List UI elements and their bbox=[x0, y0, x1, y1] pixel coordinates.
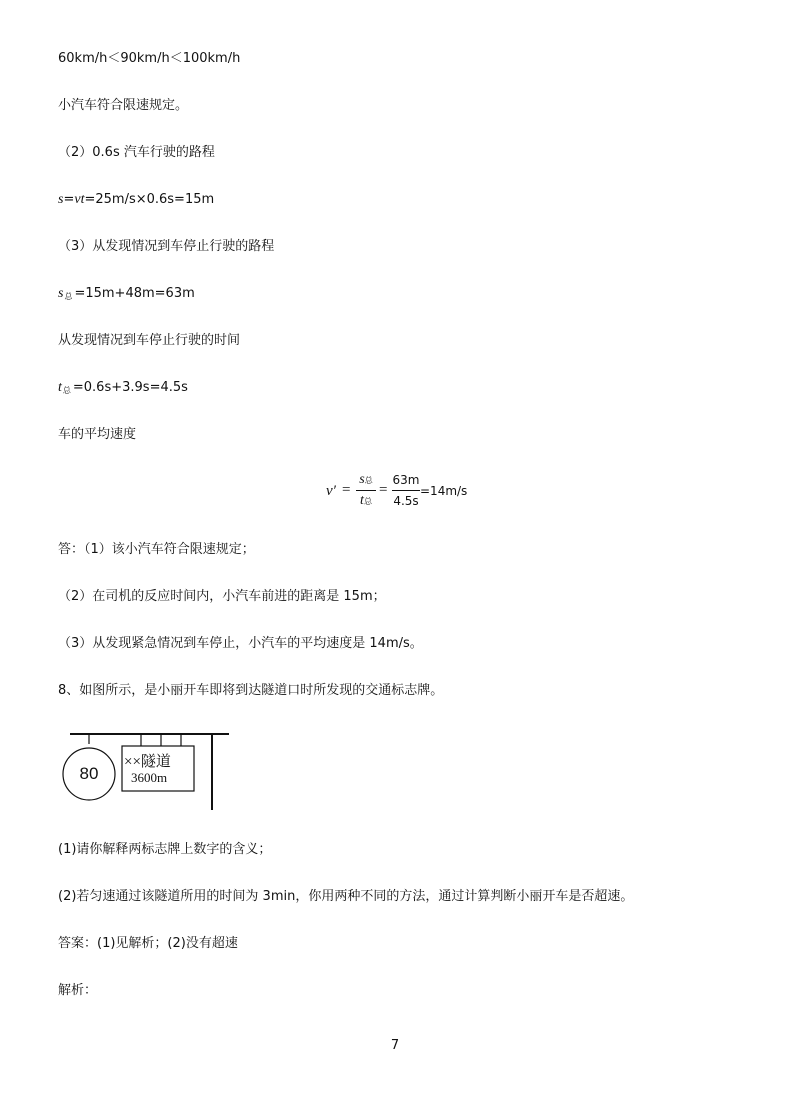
fraction-numerator-value: 63m bbox=[392, 473, 420, 487]
formula-result: =14m/s bbox=[420, 484, 468, 498]
distance-calc-value: =25m/s×0.6s=15m bbox=[84, 192, 215, 207]
question-8-part2: (2)若匀速通过该隧道所用的时间为 3min，你用两种不同的方法，通过计算判断小丽开车是否超速。 bbox=[58, 889, 634, 904]
fraction-denominator-var: t bbox=[360, 493, 364, 508]
var-s: s bbox=[58, 192, 64, 207]
text-line-part3-heading: （3）从发现情况到车停止行驶的路程 bbox=[58, 239, 275, 254]
text-line-answer-2: （2）在司机的反应时间内，小汽车前进的距离是 15m； bbox=[58, 589, 386, 604]
fraction-symbolic bbox=[356, 470, 376, 511]
tunnel-name: ××隧道 bbox=[124, 754, 171, 770]
fraction-numeric bbox=[392, 470, 420, 511]
fraction-numerator-sub: 总 bbox=[364, 476, 373, 485]
question-8-stem: 8、如图所示，是小丽开车即将到达隧道口时所发现的交通标志牌。 bbox=[58, 683, 444, 698]
page-number: 7 bbox=[390, 1038, 400, 1053]
total-time-value: =0.6s+3.9s=4.5s bbox=[72, 380, 188, 395]
var-s-total: s bbox=[58, 286, 64, 301]
subscript-total: 总 bbox=[64, 292, 73, 301]
traffic-sign-figure bbox=[58, 726, 233, 812]
formula-equals-2: = bbox=[379, 482, 388, 498]
text-line-time-heading: 从发现情况到车停止行驶的时间 bbox=[58, 333, 241, 348]
answer-line: 答案：(1)见解析；(2)没有超速 bbox=[58, 936, 238, 951]
text-line-total-distance bbox=[58, 285, 195, 306]
tunnel-length: 3600m bbox=[131, 770, 168, 785]
text-line-answer-3: （3）从发现紧急情况到车停止，小汽车的平均速度是 14m/s。 bbox=[58, 636, 423, 651]
fraction-numerator-var: s bbox=[359, 472, 365, 487]
text-line-average-speed-heading: 车的平均速度 bbox=[58, 427, 137, 442]
var-t-total: t bbox=[58, 380, 62, 395]
question-8-part1: (1)请你解释两标志牌上数字的含义； bbox=[58, 842, 272, 857]
fraction-denominator-sub: 总 bbox=[363, 497, 372, 506]
text-line-distance-calc bbox=[58, 191, 214, 209]
var-vt: vt bbox=[74, 192, 85, 207]
formula-equals-1: = bbox=[342, 482, 351, 498]
equals: = bbox=[63, 192, 75, 207]
text-line-answer-1: 答：（1）该小汽车符合限速规定； bbox=[58, 542, 255, 557]
total-distance-value: =15m+48m=63m bbox=[74, 286, 195, 301]
analysis-heading: 解析： bbox=[58, 983, 98, 998]
text-line-total-time bbox=[58, 379, 188, 400]
speed-limit-value: 80 bbox=[79, 764, 99, 783]
average-speed-formula bbox=[0, 470, 790, 516]
text-line-conclusion: 小汽车符合限速规定。 bbox=[58, 98, 189, 113]
text-line-speed-compare: 60km/h＜90km/h＜100km/h bbox=[58, 51, 241, 66]
fraction-denominator-value: 4.5s bbox=[393, 494, 419, 508]
subscript-total: 总 bbox=[62, 386, 71, 395]
text-line-part2-heading: （2）0.6s 汽车行驶的路程 bbox=[58, 145, 215, 160]
formula-lhs: v′ bbox=[326, 483, 336, 499]
